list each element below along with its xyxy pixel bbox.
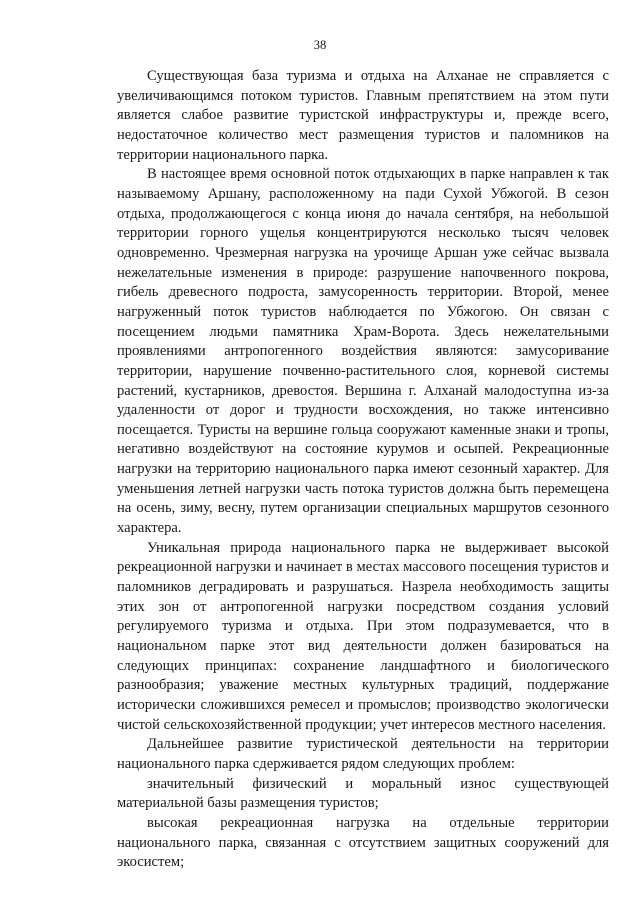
paragraph: Существующая база туризма и отдыха на Алханае не справляется с увеличивающимся потоком туристов. Главным препятствием на этом пути является слабое развитие туристской инфраструктуры и, прежде всего, недостаточное количество мест размещения туристов и паломников на территории национального парка. <box>117 68 609 163</box>
paragraph: Уникальная природа национального парка не выдерживает высокой рекреационной нагрузки и начинает в местах массового посещения туристов и паломников деградировать и разрушаться. Назрела необходимость защиты этих зон от антропогенной нагрузки посредством создания условий регулируемого туризма и отдыха. При этом подразумевается, что в национальном парке этот вид деятельности должен базироваться на следующих принципах: сохранение ландшафтного и биологического разнообразия; уважение местных культурных традиций, поддержание исторически сложившихся ремесел и промыслов; производство экологически чистой сельскохозяйственной продукции; учет интересов местного населения. <box>117 539 609 733</box>
paragraph: Дальнейшее развитие туристической деятельности на территории национального парка сдерживается рядом следующих проблем: <box>117 736 609 772</box>
list-item: значительный физический и моральный износ существующей материальной базы размещения туристов; <box>117 775 609 812</box>
paragraph: В настоящее время основной поток отдыхающих в парке направлен к так называемому Аршану, расположенному на пади Сухой Убжогой. В сезон отдыха, продолжающегося с конца июня до начала сентября, на небольшой территории горного ущелья концентрируются несколько тысяч человек одновременно. Чрезмерная нагрузка на урочище Аршан уже сейчас вызвала нежелательные изменения в природе: разрушение напочвенного покрова, гибель древесного подроста, замусоренность территории. Второй, менее нагруженный поток туристов наблюдается по Убжогою. Он связан с посещением людьми памятника Храм-Ворота. Здесь нежелательными проявлениями антропогенного воздействия являются: замусоривание территории, нарушение почвенно-растительного слоя, корневой системы растений, кустарников, древостоя. Вершина г. Алханай малодоступна из-за удаленности от дорог и трудности восхождения, но также интенсивно посещается. Туристы на вершине гольца сооружают каменные знаки и тропы, негативно воздействуют на состояние курумов и осыпей. Рекреационные нагрузки на территорию национального парка имеют сезонный характер. Для уменьшения летней нагрузки часть потока туристов должна быть перемещена на осень, зиму, весну, путем организации специальных маршрутов сезонного характера. <box>117 166 609 537</box>
page-number: 38 <box>313 38 327 52</box>
body-text <box>117 67 609 873</box>
list-item: высокая рекреационная нагрузка на отдельные территории национального парка, связанная с отсутствием защитных сооружений для экосистем; <box>117 814 609 871</box>
